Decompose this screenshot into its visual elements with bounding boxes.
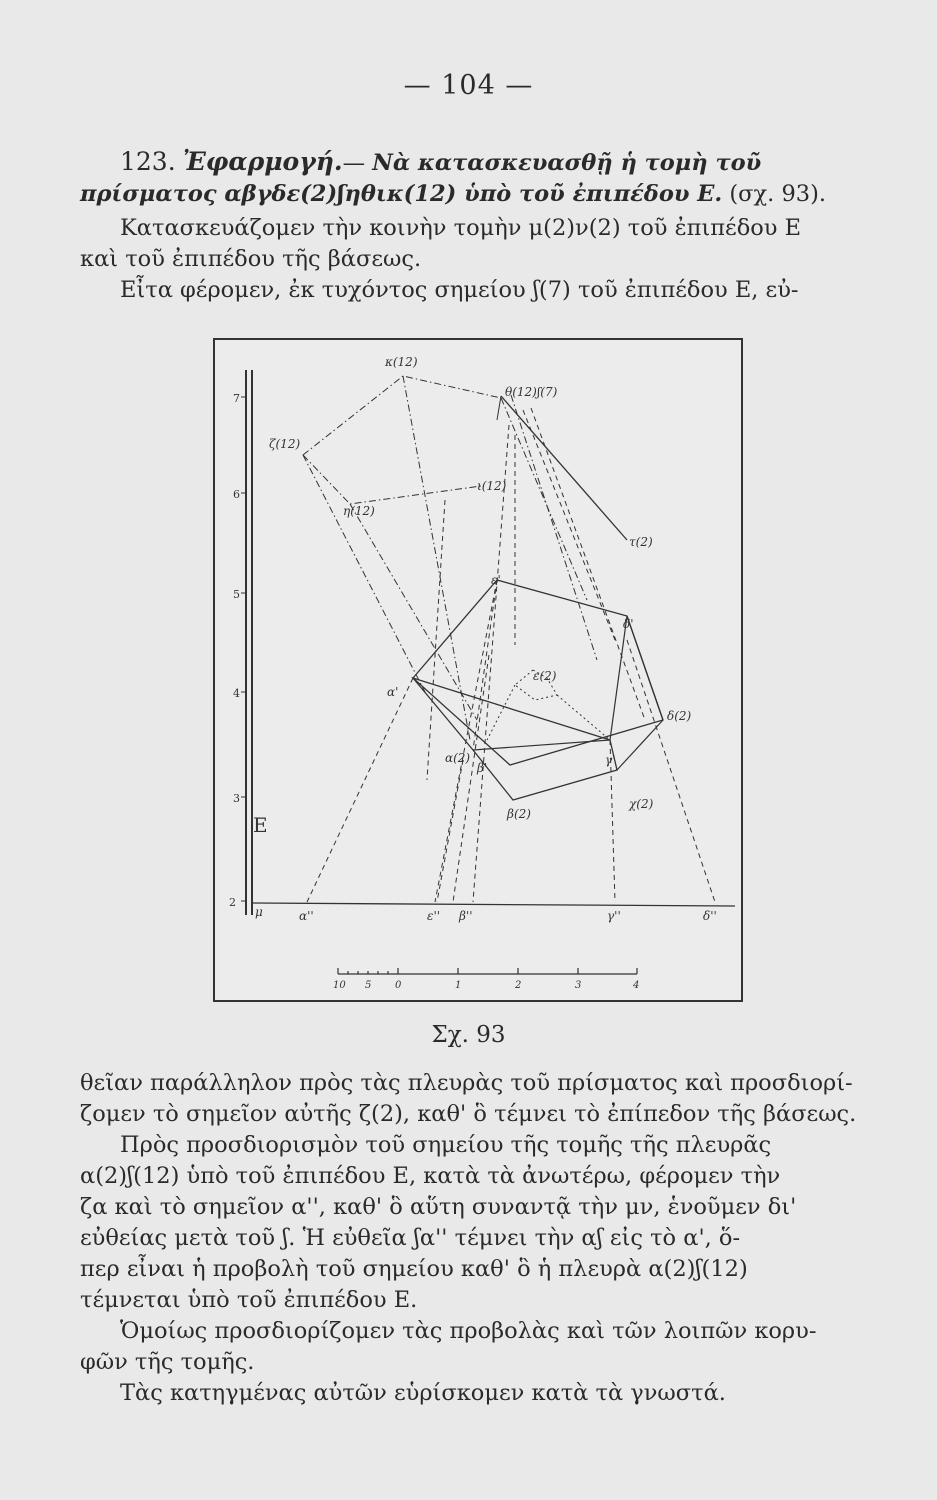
svg-text:1: 1 — [455, 980, 462, 991]
projection-lines — [307, 408, 715, 902]
text-line: περ εἶναι ἡ προβολὴ τοῦ σημείου καθ' ὃ ἡ πλευρὰ α(2)ʃ(12) — [80, 1256, 748, 1282]
svg-text:χ(2): χ(2) — [629, 797, 654, 811]
text-line: καὶ τοῦ ἐπιπέδου τῆς βάσεως. — [80, 246, 422, 272]
svg-text:δ'': δ'' — [703, 909, 717, 923]
svg-text:η(12): η(12) — [343, 504, 375, 518]
svg-text:ε'': ε'' — [427, 909, 441, 923]
svg-text:4: 4 — [633, 980, 640, 991]
svg-text:θ(12): θ(12) — [505, 385, 537, 399]
svg-text:4: 4 — [233, 687, 240, 700]
page-number: — 104 — — [403, 70, 534, 101]
svg-text:ι(12): ι(12) — [477, 479, 507, 493]
svg-text:ε': ε' — [491, 573, 501, 587]
svg-text:κ(12): κ(12) — [385, 355, 418, 369]
svg-text:3: 3 — [233, 792, 240, 805]
intro-paragraph — [80, 213, 858, 306]
text-line: ζα καὶ τὸ σημεῖον α'', καθ' ὃ αὕτη συναντᾷ τὴν μν, ἑνοῦμεν δι' — [80, 1194, 797, 1220]
svg-text:δ': δ' — [623, 617, 634, 631]
text-line: Πρὸς προσδιορισμὸν τοῦ σημείου τῆς τομῆς τῆς πλευρᾶς — [120, 1132, 772, 1158]
base-polygon — [413, 678, 617, 800]
svg-text:γ': γ' — [605, 753, 616, 767]
section-statement-1: Νὰ κατασκευασθῇ ἡ τομὴ τοῦ — [372, 150, 762, 176]
svg-text:ε(2): ε(2) — [533, 669, 557, 683]
text-line: Ὁμοίως προσδιορίζομεν τὰς προβολὰς καὶ τῶν λοιπῶν κορυ- — [120, 1318, 817, 1344]
mu-label: μ — [255, 905, 263, 919]
svg-text:α': α' — [387, 685, 399, 699]
section-heading — [80, 146, 858, 210]
svg-text:ζ(12): ζ(12) — [269, 437, 301, 451]
svg-text:β'': β'' — [459, 909, 473, 923]
geometry-diagram — [215, 340, 741, 1000]
svg-text:β(2): β(2) — [507, 807, 531, 821]
horizontal-scale — [338, 968, 637, 974]
plane-E-label: E — [253, 813, 268, 837]
upper-plane-lines — [303, 376, 597, 740]
svg-text:5: 5 — [233, 588, 240, 601]
text-line: τέμνεται ὑπὸ τοῦ ἐπιπέδου Ε. — [80, 1287, 418, 1313]
svg-text:α(2): α(2) — [445, 751, 471, 765]
figure-labels — [269, 355, 717, 923]
section-number: 123. — [120, 147, 176, 176]
text-line: ζομεν τὸ σημεῖον αὐτῆς ζ(2), καθ' ὃ τέμνει τὸ ἐπίπεδον τῆς βάσεως. — [80, 1101, 857, 1127]
vertical-scale — [229, 392, 240, 909]
svg-text:10: 10 — [333, 980, 346, 991]
svg-text:τ(2): τ(2) — [629, 535, 653, 549]
text-line: εὐθείας μετὰ τοῦ ʃ. Ἡ εὐθεῖα ʃα'' τέμνει τὴν αʃ εἰς τὸ α', ὅ- — [80, 1225, 741, 1251]
section-statement-2: πρίσματος αβγδε(2)ʃηθικ(12) ὑπὸ τοῦ ἐπιπέδου Ε. — [80, 181, 723, 207]
section-title: Ἐφαρμογή. — [182, 147, 343, 176]
figure-reference: (σχ. 93). — [729, 181, 827, 207]
text-line: φῶν τῆς τομῆς. — [80, 1349, 255, 1375]
svg-text:2: 2 — [515, 980, 522, 991]
svg-text:3: 3 — [575, 980, 582, 991]
text-line: Τὰς κατηγμένας αὐτῶν εὑρίσκομεν κατὰ τὰ γνωστά. — [120, 1380, 726, 1406]
svg-text:α'': α'' — [299, 909, 314, 923]
svg-text:5: 5 — [365, 980, 372, 991]
text-line: θεῖαν παράλληλον πρὸς τὰς πλευρὰς τοῦ πρίσματος καὶ προσδιορί- — [80, 1070, 853, 1096]
svg-text:ʃ(7): ʃ(7) — [537, 385, 558, 399]
svg-text:6: 6 — [233, 488, 240, 501]
figure-93 — [213, 338, 743, 1002]
svg-text:δ(2): δ(2) — [667, 709, 692, 723]
svg-text:γ'': γ'' — [607, 909, 621, 923]
svg-text:7: 7 — [233, 392, 240, 405]
figure-caption: Σχ. 93 — [431, 1022, 506, 1048]
svg-text:β': β' — [477, 761, 488, 775]
svg-text:0: 0 — [395, 980, 402, 991]
svg-text:2: 2 — [229, 896, 236, 909]
body-paragraph — [80, 1068, 858, 1409]
text-line: Εἶτα φέρομεν, ἐκ τυχόντος σημείου ʃ(7) τοῦ ἐπιπέδου Ε, εὐ- — [120, 277, 799, 303]
section-dash: — — [342, 150, 366, 176]
text-line: Κατασκευάζομεν τὴν κοινὴν τομὴν μ(2)ν(2) τοῦ ἐπιπέδου Ε — [120, 215, 802, 241]
text-line: α(2)ʃ(12) ὑπὸ τοῦ ἐπιπέδου Ε, κατὰ τὰ ἀνωτέρω, φέρομεν τὴν — [80, 1163, 781, 1189]
